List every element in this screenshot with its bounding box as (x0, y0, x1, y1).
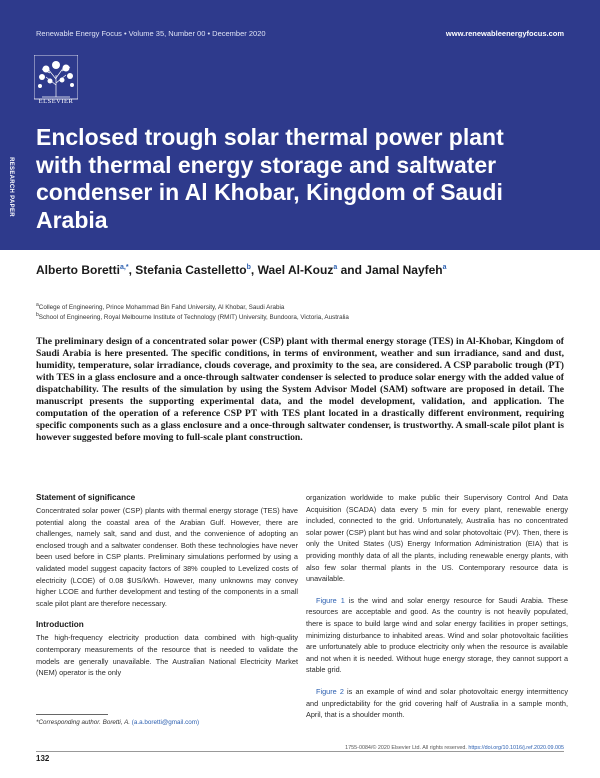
author-1[interactable]: Alberto Boretti$^{a,*}$ (36, 263, 129, 277)
affiliation-b: $^b$School of Engineering, Royal Melbourne Institute of Technology (RMIT) University, Bundoora, Victoria, Australia (36, 312, 349, 322)
body-paragraph-3: Figure 2 is an example of wind and solar photovoltaic energy intermittency and unpredictability for the grid covering half of Australia in a sample month, April, that is a shoulder month. (306, 686, 568, 720)
footnote-divider (36, 714, 108, 715)
footer-divider (36, 751, 564, 752)
introduction-paragraph: The high-frequency electricity production data combined with high-quality contemporary measurements of the resource that is needed to validate the models are generally unavailable. The Australian National Electricity Market (NEM) operator is the only (36, 633, 298, 678)
author-4[interactable]: Jamal Nayfeh$^a$ (365, 263, 447, 277)
section-side-label: RESEARCH PAPER (8, 157, 14, 217)
figure-2-link[interactable]: Figure 2 (316, 686, 344, 696)
affiliation-a: $^a$College of Engineering, Prince Mohammad Bin Fahd University, Al Khobar, Saudi Arabia (36, 302, 285, 312)
abstract: The preliminary design of a concentrated solar power (CSP) plant with thermal energy storage (TES) in Al-Khobar, Kingdom of Saudi Arabia is here presented. The specific conditions, in terms of environment, weather and sun irradiance, sand and dust, humidity, temperature, solar irradiance, clouds coverage, and proximity to the sea, are considered. A CSP parabolic trough (PT) with TES in a glass enclosure and a once-through saltwater condenser is selected to produce solar energy with the added value of dispatchability. The results of the simulation by using the System Advisor Model (SAM) software are proposed in detail. The manuscript presents the supporting experimental data, and the model development, validation, and application. The computation of the operation of a reference CSP PT with TES plant located in a drastically different environment, requiring specific components such as a glass enclosure and a once-through saltwater condenser, is trustworthy. A small-scale pilot plant is however suggested before moving to full-scale plant construction. (36, 336, 564, 443)
body-paragraph-1: organization worldwide to make public their Supervisory Control And Data Acquisition (SCADA) data every 5 min for every plant, renewable energy included, connected to the grid. Unfortunately, Australia has no concentrated solar power (CSP) plant but has wind and solar photovoltaic (PV). Then, there is only the United States (US) Energy Information Administration (EIA) that is providing monthly data of all the plants, including renewable energy plants, with also few solar thermal plants in the US. Contemporary resource data is unavailable. (306, 493, 568, 584)
figure-1-link[interactable]: Figure 1 (316, 595, 345, 605)
introduction-heading: Introduction (36, 620, 84, 630)
significance-paragraph: Concentrated solar power (CSP) plants with thermal energy storage (TES) have potential along the coastal area of the Arabian Gulf. However, there are challenges, namely salt, sand and dust, and the convenience of adopting an enclosed trough and a saltwater condenser. Both these technologies have never been used before in CSP plants. Preliminary simulations performed by using a validated model suggest capacity factors of 38% coupled to Levelized costs of electricity (LCOE) of 0.08 $US/kWh. However, many unknowns may convey higher LCOE and further development and testing of the components in a small scale pilot plant are therefore necessary. (36, 506, 298, 608)
page-number: 132 (36, 754, 50, 763)
header-banner (0, 0, 600, 250)
author-email-link[interactable]: (a.a.boretti@gmail.com) (131, 719, 200, 726)
significance-heading: Statement of significance (36, 493, 136, 502)
body-paragraph-2: Figure 1 is the wind and solar energy resource for Saudi Arabia. These resources are acceptable and good. As the country is not heavily populated, there is space to build large wind and solar energy facilities in proper settings, minimizing disturbance to inhabited areas. Wind and solar photovoltaic facilities are unfortunately able to produce electricity only when the resource is available and not when it is needed. Without huge energy storage, they cannot support a stable grid. (306, 595, 568, 675)
left-column (36, 492, 298, 689)
copyright-doi: 1755-0084/© 2020 Elsevier Ltd. All rights reserved. https://doi.org/10.1016/j.ref.2020.09.005 (345, 745, 564, 751)
article-title: Enclosed trough solar thermal power plant with thermal energy storage and saltwater condenser in Al Khobar, Kingdom of Saudi Arabia (36, 124, 504, 233)
right-column (306, 492, 568, 731)
author-2[interactable]: Stefania Castelletto$^b$ (135, 263, 251, 277)
doi-link[interactable]: https://doi.org/10.1016/j.ref.2020.09.005 (468, 745, 564, 751)
journal-citation: Renewable Energy Focus • Volume 35, Number 00 • December 2020 (36, 29, 266, 38)
author-list: Alberto Boretti$^{a,*}$, Stefania Castelletto$^b$, Wael Al-Kouz$^a$ and Jamal Nayfeh$^a$ (36, 263, 447, 277)
corresponding-author-footnote: *Corresponding author. Boretti, A. (a.a.boretti@gmail.com) (36, 719, 200, 726)
elsevier-wordmark: ELSEVIER (38, 98, 74, 105)
journal-url-link[interactable]: www.renewableenergyfocus.com (445, 29, 564, 38)
author-3[interactable]: Wael Al-Kouz$^a$ (257, 263, 338, 277)
